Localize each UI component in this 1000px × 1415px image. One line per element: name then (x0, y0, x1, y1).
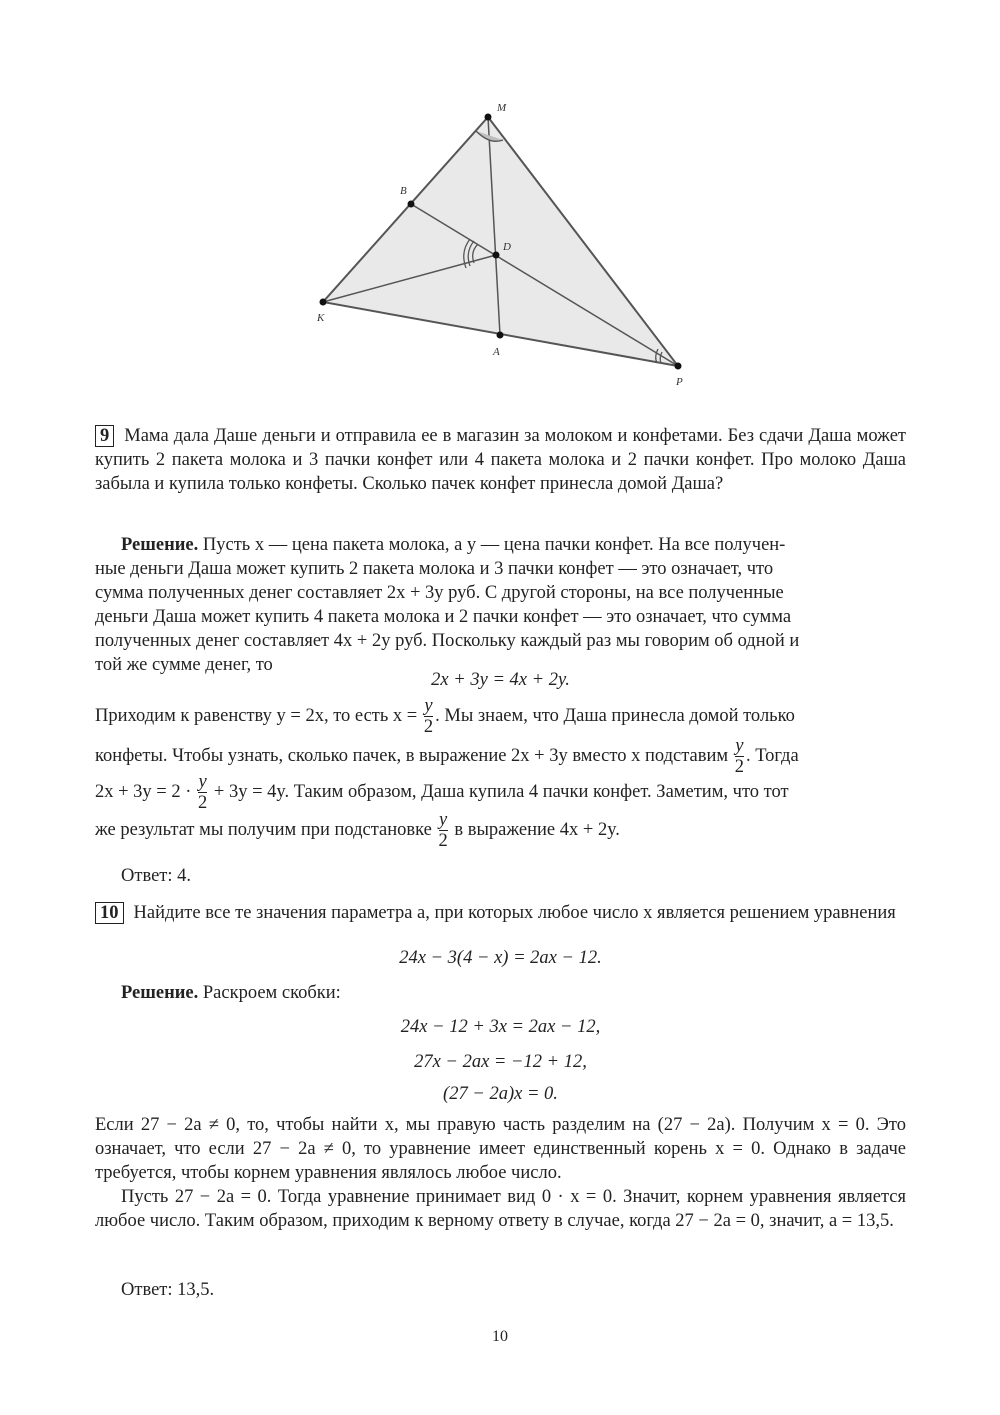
result-2-b: . Тогда (745, 745, 799, 766)
page-number: 10 (492, 1328, 508, 1345)
problem-9-number: 9 (95, 425, 114, 447)
solution-10-label: Решение. (121, 983, 199, 1003)
point-d (493, 252, 500, 259)
problem-10-statement (95, 901, 906, 925)
fraction-y-over-2: $\frac{y}{2}$ (198, 772, 208, 813)
problem-10-number: 10 (95, 902, 124, 924)
label-k: K (317, 312, 325, 324)
fraction-y-over-2: $\frac{y}{2}$ (734, 736, 744, 777)
solution-9-line-6: той же сумме денег, то (95, 655, 273, 675)
solution-9-result-1 (95, 696, 795, 737)
result-3-a: 2x + 3y = 2 · (95, 781, 192, 802)
result-4-a: же результат мы получим при подстановке (95, 819, 432, 840)
fraction-y-over-2: $\frac{y}{2}$ (438, 810, 448, 851)
label-d: D (503, 241, 511, 253)
solution-9-result-4 (95, 810, 620, 851)
triangle-mkp (323, 117, 678, 366)
fraction-y-over-2: $\frac{y}{2}$ (423, 696, 434, 737)
solution-10-intro (121, 981, 341, 1005)
solution-9-line-2: ные деньги Даша может купить 2 пакета молока и 3 пачки конфет — это означает, что (95, 559, 774, 579)
problem-9-equation: 2x + 3y = 4x + 2y. (431, 670, 570, 690)
solution-10-para-1: Если 27 − 2a ≠ 0, то, чтобы найти x, мы правую часть разделим на (27 − 2a). Получим x = 0. Это означает, что если 27 − 2a ≠ 0, то уравнение имеет единственный корень x = 0. Однако в задаче требуется, чтобы корнем уравнения являлось любое число. (95, 1115, 906, 1184)
label-a: A (493, 346, 500, 358)
solution-10-eq-2: 27x − 2ax = −12 + 12, (414, 1052, 587, 1072)
problem-10-equation: 24x − 3(4 − x) = 2ax − 12. (399, 948, 602, 968)
solution-9-line-4: деньги Даша может купить 4 пакета молока и 2 пачки конфет — это означает, что сумма (95, 607, 792, 627)
problem-9-statement (95, 424, 906, 497)
problem-10-answer: Ответ: 13,5. (121, 1280, 215, 1300)
solution-9-label: Решение. (121, 535, 199, 555)
point-b (408, 201, 415, 208)
point-m (485, 114, 492, 121)
solution-10-eq-3: (27 − 2a)x = 0. (443, 1084, 558, 1104)
problem-9-answer: Ответ: 4. (121, 866, 192, 886)
solution-10-intro-text: Раскроем скобки: (202, 983, 341, 1003)
result-1-b: . Мы знаем, что Даша принесла домой только (435, 705, 795, 726)
solution-9-l1: Пусть x — цена пакета молока, а y — цена пачки конфет. На все получен- (202, 535, 786, 555)
solution-10-para-2: Пусть 27 − 2a = 0. Тогда уравнение принимает вид 0 · x = 0. Значит, корнем уравнения является любое число. Таким образом, приходим к верному ответу в случае, когда 27 − 2a = 0, значит, a = 13,5. (95, 1187, 906, 1232)
solution-10-eq-1: 24x − 12 + 3x = 2ax − 12, (400, 1017, 601, 1037)
problem-10-text: Найдите все те значения параметра a, при которых любое число x является решением уравнения (133, 903, 896, 923)
triangle-figure (0, 0, 1000, 400)
problem-9-text: Мама дала Даше деньги и отправила ее в магазин за молоком и конфетами. Без сдачи Даша может купить 2 пакета молока и 3 пачки конфет или 4 пакета молока и 2 пачки конфет. Про молоко Даша забыла и купила только конфеты. Сколько пачек конфет принесла домой Даша? (95, 426, 906, 495)
result-4-b: в выражение 4x + 2y. (454, 819, 620, 840)
result-3-b: + 3y = 4y. Таким образом, Даша купила 4 пачки конфет. Заметим, что тот (213, 781, 789, 802)
solution-9-line-1 (121, 533, 785, 557)
result-2-a: конфеты. Чтобы узнать, сколько пачек, в выражение 2x + 3y вместо x подставим (95, 745, 729, 766)
label-p: P (676, 376, 683, 388)
point-k (320, 299, 327, 306)
solution-9-line-3: сумма полученных денег составляет 2x + 3y руб. С другой стороны, на все полученные (95, 583, 784, 603)
solution-9-result-3 (95, 772, 789, 813)
solution-9-result-2 (95, 736, 799, 777)
label-m: M (497, 102, 507, 114)
label-b: B (400, 185, 407, 197)
solution-9-line-5: полученных денег составляет 4x + 2y руб. Поскольку каждый раз мы говорим об одной и (95, 631, 800, 651)
point-a (497, 332, 504, 339)
result-1-a: Приходим к равенству y = 2x, то есть x = (95, 705, 418, 726)
point-p (675, 363, 682, 370)
